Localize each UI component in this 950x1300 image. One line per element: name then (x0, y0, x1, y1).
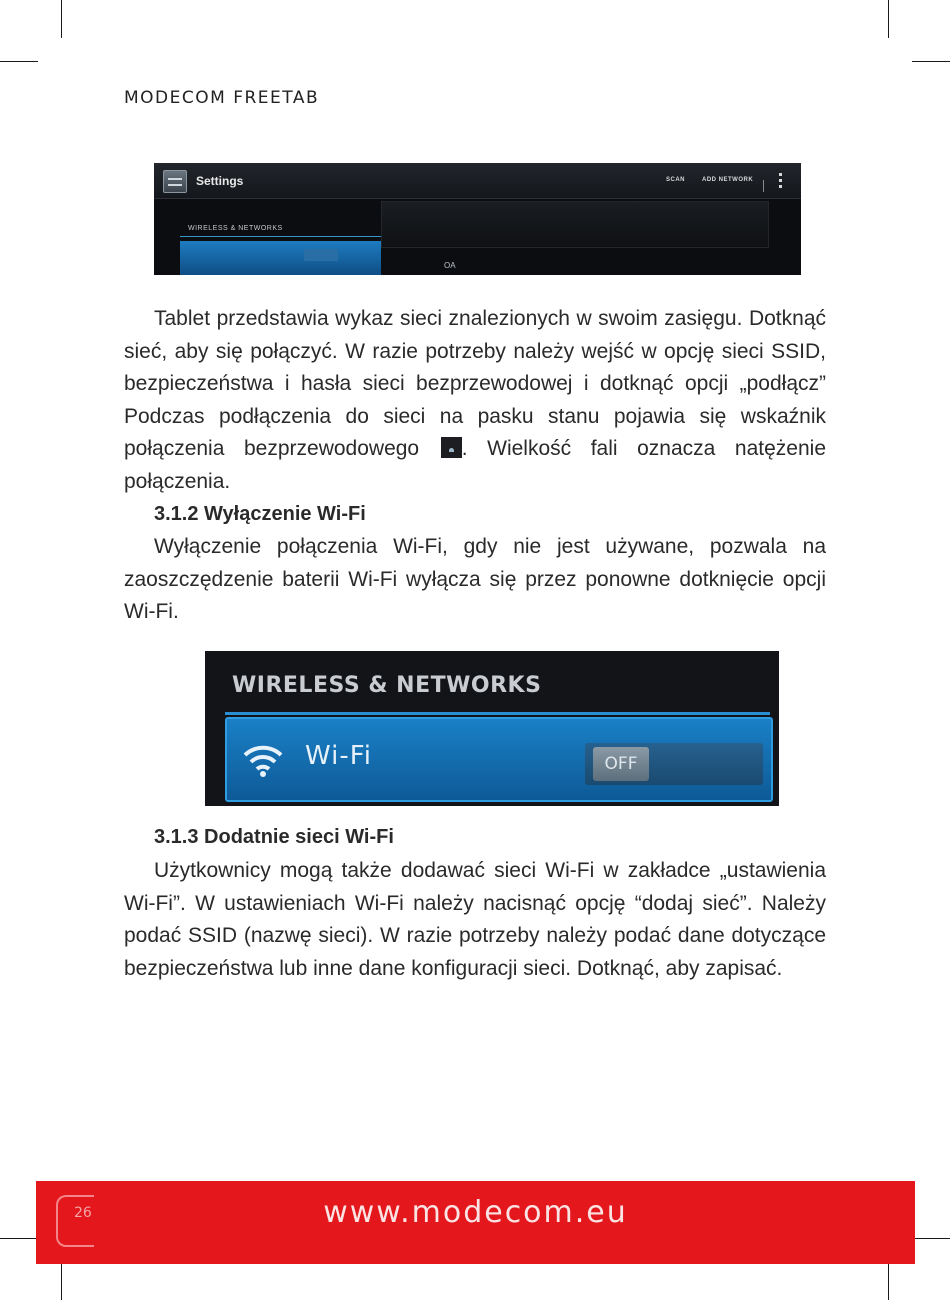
running-header: MODECOM FREETAB (124, 88, 320, 108)
crop-mark (0, 1238, 38, 1239)
wifi-toggle[interactable] (585, 743, 763, 785)
network-name[interactable]: OA (444, 261, 456, 270)
page-number: 26 (74, 1205, 92, 1221)
crop-mark (912, 61, 950, 62)
wifi-icon (243, 743, 283, 779)
wifi-screenshot (205, 651, 779, 806)
wifi-status-icon (441, 437, 462, 458)
add-network-button[interactable]: ADD NETWORK (702, 177, 754, 183)
section-divider (180, 236, 381, 237)
section-heading-312: 3.1.2 Wyłączenie Wi-Fi (154, 503, 366, 525)
section-label: WIRELESS & NETWORKS (188, 225, 283, 232)
paragraph-313 (124, 855, 826, 985)
paragraph-text: Wyłączenie połączenia Wi-Fi, gdy nie jest używane, pozwala na zaoszczędzenie baterii Wi-Fi wyłącza się przez ponowne dotknięcie opcji Wi-Fi. (124, 535, 826, 623)
paragraph-networks (124, 303, 826, 498)
category-title: WIRELESS & NETWORKS (232, 673, 542, 698)
settings-app-icon (163, 170, 187, 193)
crop-mark (888, 0, 889, 38)
crop-mark (888, 1262, 889, 1300)
crop-mark (912, 1238, 950, 1239)
wifi-toggle[interactable] (304, 249, 338, 261)
app-title: Settings (196, 174, 244, 188)
network-list-panel (381, 201, 769, 248)
action-divider (763, 180, 764, 192)
crop-mark (61, 0, 62, 38)
section-heading-313: 3.1.3 Dodatnie sieci Wi-Fi (154, 826, 394, 848)
wifi-label: Wi-Fi (305, 741, 373, 771)
paragraph-312 (124, 531, 826, 629)
overflow-menu-icon[interactable] (779, 173, 783, 189)
website-url[interactable]: www.modecom.eu (323, 1195, 628, 1230)
action-bar (154, 163, 801, 199)
paragraph-text: Użytkownicy mogą także dodawać sieci Wi-Fi w zakładce „ustawienia Wi-Fi”. W ustawieniach Wi-Fi należy nacisnąć opcję “dodaj sieć”. Należy podać SSID (nazwę sieci). W razie potrzeby należy podać dane dotyczące bezpieczeństwa lub inne dane konfiguracji sieci. Dotknąć, aby zapisać. (124, 859, 826, 980)
crop-mark (0, 61, 38, 62)
category-divider (225, 712, 770, 715)
wifi-setting-row[interactable] (180, 241, 381, 275)
scan-button[interactable]: SCAN (666, 177, 686, 183)
settings-screenshot (154, 163, 801, 275)
footer-bar (36, 1181, 915, 1264)
crop-mark (61, 1262, 62, 1300)
toggle-state: OFF (593, 747, 649, 781)
wifi-row[interactable] (225, 717, 773, 802)
paragraph-text-end: . Wielkość fali oznacza natężenie połączenia. (124, 437, 827, 493)
paragraph-text: Tablet przedstawia wykaz sieci znalezionych w swoim zasięgu. Dotknąć sieć, aby się połączyć. W razie potrzeby należy wejść w opcję sieci SSID, bezpieczeństwa i hasła sieci bezprzewodowej i dotknąć opcji „podłącz” Podczas podłączenia do sieci na pasku stanu pojawia się wskaźnik połączenia bezprzewodowego (124, 307, 826, 460)
